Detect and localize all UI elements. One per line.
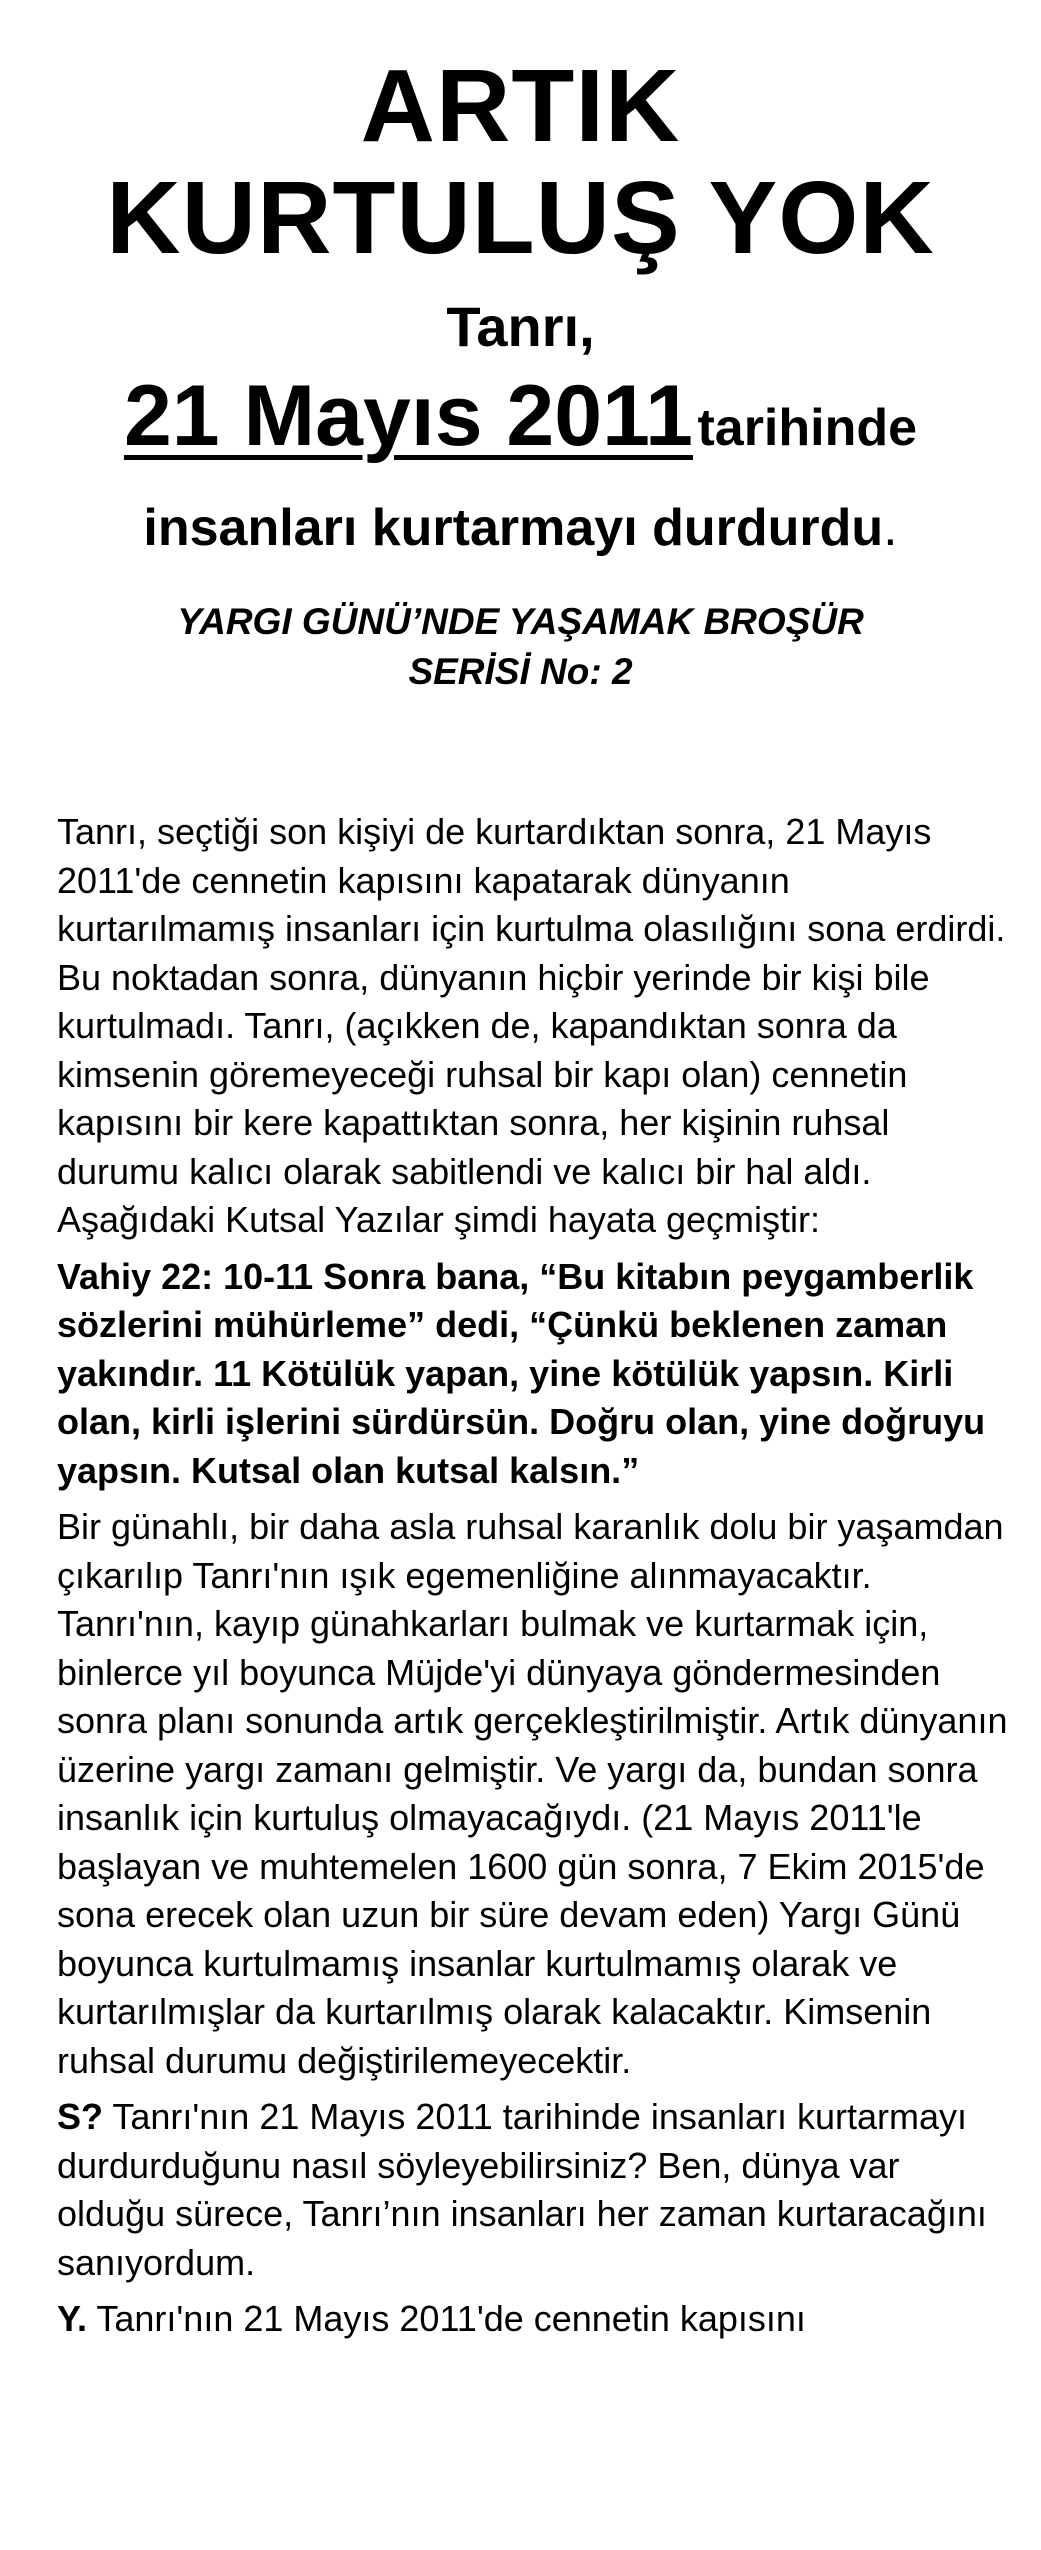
answer-paragraph	[57, 2295, 1009, 2344]
subtitle-period: .	[883, 499, 898, 557]
date-line	[0, 366, 1041, 491]
date-tail: tarihinde	[697, 399, 918, 457]
question-mark-label: S?	[57, 2096, 104, 2137]
answer-text: Tanrı'nın 21 Mayıs 2011'de cennetin kapısını	[96, 2298, 806, 2339]
main-title	[0, 0, 1041, 274]
explanation-paragraph: Bir günahlı, bir daha asla ruhsal karanlık dolu bir yaşamdan çıkarılıp Tanrı'nın ışık egemenliğine alınmayacaktır. Tanrı'nın, kayıp günahkarları bulmak ve kurtarmak için, binlerce yıl boyunca Müjde'yi dünyaya göndermesinden sonra planı sonunda artık gerçekleştirilmiştir. Artık dünyanın üzerine yargı zamanı gelmiştir. Ve yargı da, bundan sonra insanlık için kurtuluş olmayacağıydı. (21 Mayıs 2011'le başlayan ve muhtemelen 1600 gün sonra, 7 Ekim 2015'de sona erecek olan uzun bir süre devam eden) Yargı Günü boyunca kurtulmamış insanlar kurtulmamış olarak ve kurtarılmışlar da kurtarılmış olarak kalacaktır. Kimsenin ruhsal durumu değiştirilemeyecektir.	[57, 1506, 1008, 2081]
verse-quote: Vahiy 22: 10-11 Sonra bana, “Bu kitabın peygamberlik sözlerini mühürleme” dedi, “Çünkü beklenen zaman yakındır. 11 Kötülük yapan, yine kötülük yapsın. Kirli olan, kirli işlerini sürdürsün. Doğru olan, yine doğruyu yapsın. Kutsal olan kutsal kalsın.”	[57, 1255, 986, 1491]
brochure-body	[57, 808, 1009, 2352]
title-line-2: KURTULUŞ YOK	[106, 160, 935, 275]
title-line-1: ARTIK	[360, 48, 681, 163]
answer-mark-label: Y.	[57, 2298, 88, 2339]
intro-paragraph: Tanrı, seçtiği son kişiyi de kurtardıktan sonra, 21 Mayıs 2011'de cennetin kapısını kapatarak dünyanın kurtarılmamış insanları için kurtulma olasılığını sona erdirdi. Bu noktadan sonra, dünyanın hiçbir yerinde bir kişi bile kurtulmadı. Tanrı, (açıkken de, kapandıktan sonra da kimsenin göremeyeceği ruhsal bir kapı olan) cennetin kapısını bir kere kapattıktan sonra, her kişinin ruhsal durumu kalıcı olarak sabitlendi ve kalıcı bir hal aldı. Aşağıdaki Kutsal Yazılar şimdi hayata geçmiştir:	[57, 811, 1006, 1240]
subtitle-end	[0, 495, 1041, 561]
subtitle-end-text: insanları kurtarmayı durdurdu	[143, 499, 884, 557]
subtitle-god: Tanrı,	[446, 295, 595, 358]
question-text: Tanrı'nın 21 Mayıs 2011 tarihinde insanları kurtarmayı durdurduğunu nasıl söyleyebilirsiniz? Ben, dünya var olduğu sürece, Tanrı’nın insanları her zaman kurtaracağını sanıyordum.	[57, 2096, 987, 2283]
series-label	[0, 597, 1041, 697]
series-line-1: YARGI GÜNÜ’NDE YAŞAMAK BROŞÜR	[177, 601, 864, 642]
date-highlight: 21 Mayıs 2011	[123, 368, 693, 464]
brochure-header	[0, 0, 1041, 697]
series-line-2: SERİSİ No: 2	[408, 651, 633, 692]
question-paragraph	[57, 2093, 1009, 2287]
